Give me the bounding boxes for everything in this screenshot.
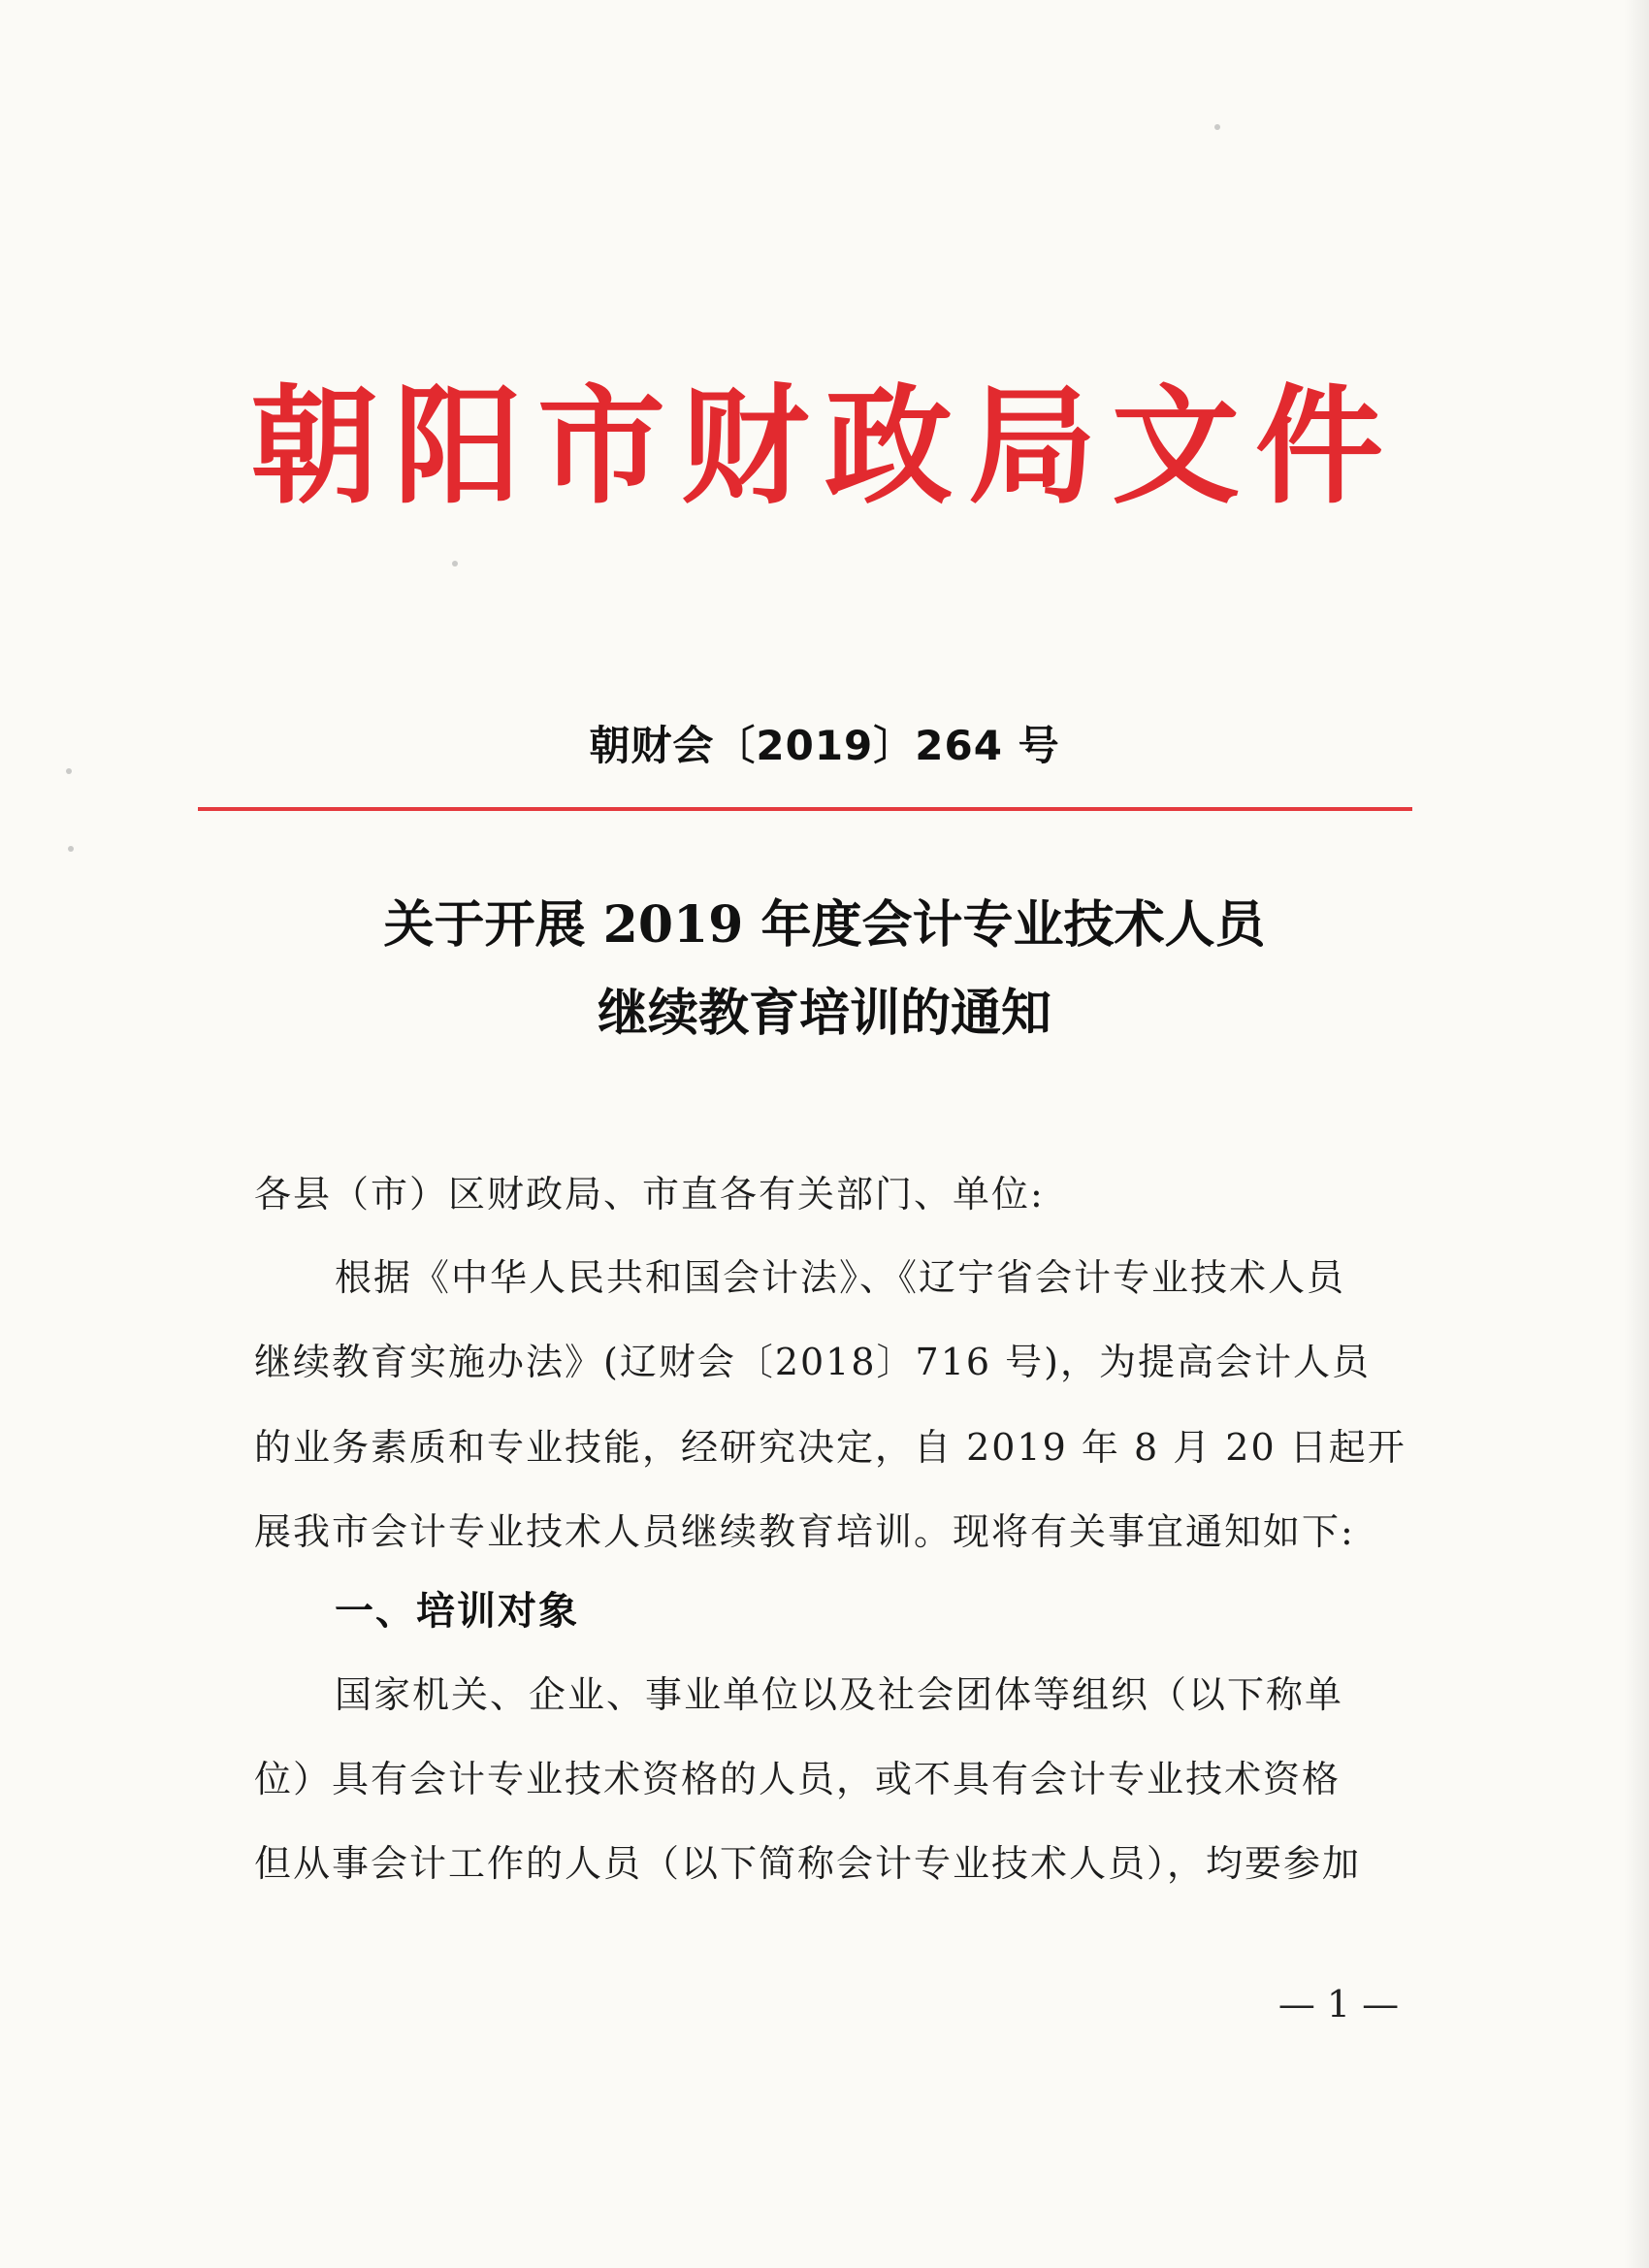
scan-speck bbox=[68, 846, 74, 852]
paragraph-2-line-1: 国家机关、企业、事业单位以及社会团体等组织（以下称单 bbox=[335, 1673, 1344, 1716]
document-title-line-1: 关于开展 2019 年度会计专业技术人员 bbox=[383, 895, 1266, 955]
paragraph-1-line-2: 继续教育实施办法》(辽财会〔2018〕716 号)，为提高会计人员 bbox=[254, 1341, 1371, 1383]
page-number: — 1 — bbox=[1277, 1983, 1400, 2025]
issuer-title: 朝阳市财政局文件 bbox=[250, 373, 1399, 522]
document-number: 朝财会〔2019〕264 号 bbox=[589, 722, 1060, 769]
scan-speck bbox=[66, 768, 72, 774]
paragraph-2-line-3: 但从事会计工作的人员（以下简称会计专业技术人员），均要参加 bbox=[254, 1842, 1362, 1885]
scan-edge-shadow bbox=[1624, 0, 1649, 2268]
scan-speck bbox=[452, 561, 458, 567]
paragraph-1-line-3: 的业务素质和专业技能，经研究决定，自 2019 年 8 月 20 日起开 bbox=[254, 1426, 1406, 1469]
document-title-line-2: 继续教育培训的通知 bbox=[597, 984, 1051, 1043]
red-divider-line bbox=[198, 807, 1412, 811]
paragraph-1-line-1: 根据《中华人民共和国会计法》、《辽宁省会计专业技术人员 bbox=[335, 1256, 1346, 1299]
paragraph-2-line-2: 位）具有会计专业技术资格的人员，或不具有会计专业技术资格 bbox=[254, 1758, 1342, 1800]
scan-speck bbox=[1214, 124, 1220, 130]
salutation: 各县（市）区财政局、市直各有关部门、单位: bbox=[254, 1173, 1045, 1215]
paragraph-1-line-4: 展我市会计专业技术人员继续教育培训。现将有关事宜通知如下: bbox=[254, 1510, 1355, 1553]
section-1-heading: 一、培训对象 bbox=[335, 1589, 579, 1634]
